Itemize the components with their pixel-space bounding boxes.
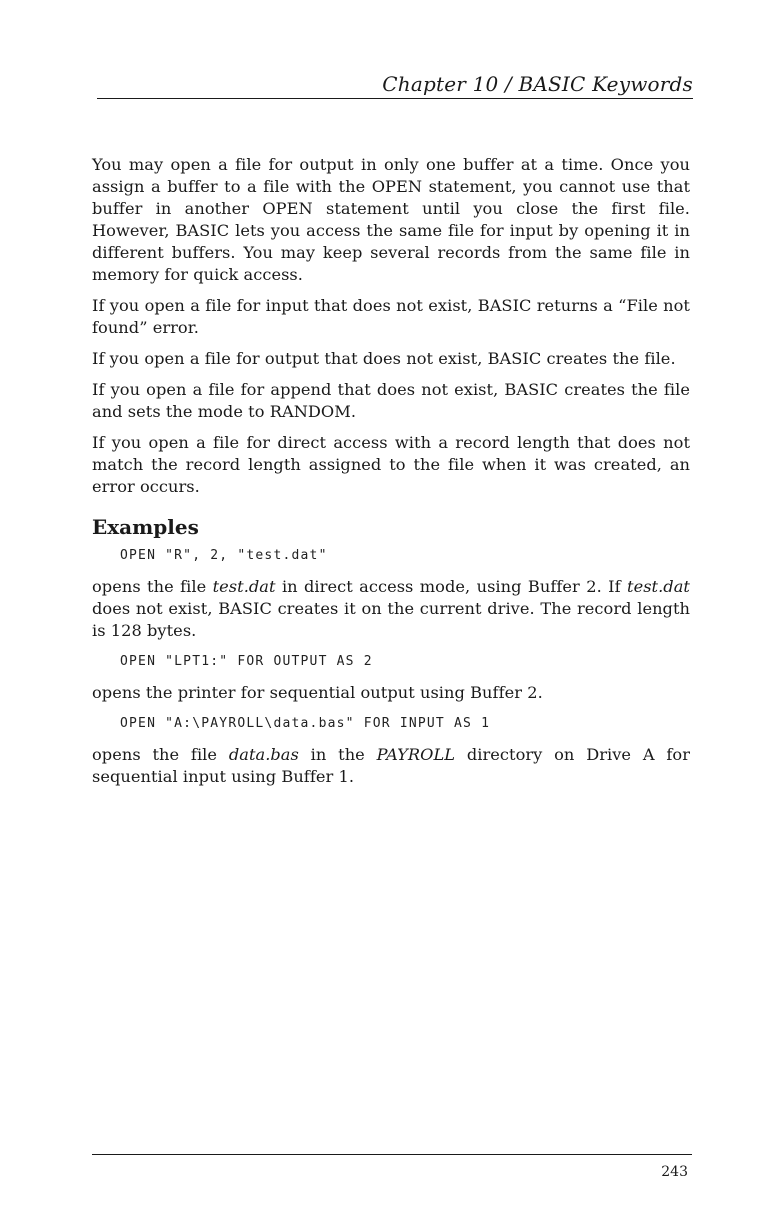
example-1-description [92, 576, 690, 642]
paragraph-direct-access-error: If you open a file for direct access with a record length that does not match the record length assigned to the file when it was created, an error occurs. [92, 433, 690, 496]
example-3-description [92, 744, 690, 788]
example-3-directory: PAYROLL [376, 745, 456, 764]
example-3-text-b: in the [298, 745, 377, 764]
example-1-filename-a: test.dat [212, 577, 276, 596]
page-number: 243 [661, 1164, 688, 1180]
header-rule [97, 98, 693, 99]
paragraph-buffers: You may open a file for output in only one buffer at a time. Once you assign a buffer to a file with the OPEN statement, you cannot use that buffer in another OPEN statement until you close the first file. However, BASIC lets you access the same file for input by opening it in different buffers. You may keep several records from the same file in memory for quick access. [92, 155, 690, 284]
code-example-3: OPEN "A:\PAYROLL\data.bas" FOR INPUT AS 1 [120, 716, 491, 731]
example-1-text-c: does not exist, BASIC creates it on the current drive. The record length is 128 bytes. [92, 599, 690, 640]
paragraph-append-not-exist: If you open a file for append that does not exist, BASIC creates the file and sets the mode to RANDOM. [92, 380, 690, 421]
code-example-2: OPEN "LPT1:" FOR OUTPUT AS 2 [120, 654, 373, 669]
example-3-text-a: opens the file [92, 745, 229, 764]
paragraph-output-not-exist: If you open a file for output that does not exist, BASIC creates the file. [92, 349, 676, 368]
footer-rule [92, 1154, 692, 1155]
examples-heading: Examples [92, 515, 199, 539]
example-3-text-c: directory on Drive A for sequential input using Buffer 1. [92, 745, 690, 786]
code-example-1: OPEN "R", 2, "test.dat" [120, 548, 328, 563]
example-1-text-b: in direct access mode, using Buffer 2. If [275, 577, 628, 596]
example-1-filename-b: test.dat [627, 577, 690, 596]
page-body [92, 154, 690, 797]
example-1-text-a: opens the file [92, 577, 213, 596]
example-2-description: opens the printer for sequential output using Buffer 2. [92, 683, 543, 702]
paragraph-input-not-exist: If you open a file for input that does not exist, BASIC returns a “File not found” error. [92, 296, 690, 337]
running-header: Chapter 10 / BASIC Keywords [382, 72, 693, 96]
example-3-filename: data.bas [228, 745, 299, 764]
